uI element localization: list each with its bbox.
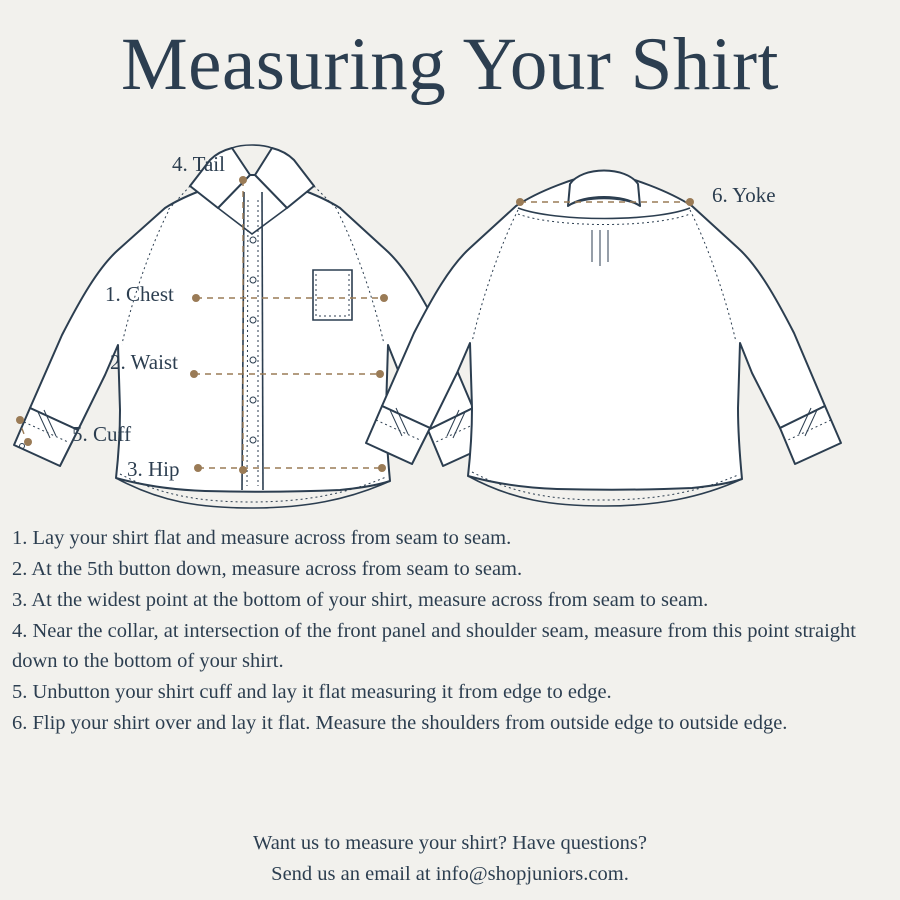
label-hip: 3. Hip	[127, 457, 180, 481]
label-chest: 1. Chest	[105, 282, 174, 306]
footer-line-1: Want us to measure your shirt? Have questions?	[252, 832, 647, 854]
instruction-item: 2. At the 5th button down, measure across from seam to seam.	[12, 557, 523, 580]
footer-line-2: Send us an email at info@shopjuniors.com.	[271, 862, 629, 885]
instruction-item: 1. Lay your shirt flat and measure across from seam to seam.	[12, 527, 512, 549]
instructions-list	[12, 524, 888, 739]
back-shirt	[366, 171, 841, 507]
shirt-diagram	[0, 130, 900, 515]
instruction-item: 6. Flip your shirt over and lay it flat. Measure the shoulders from outside edge to outside edge.	[12, 711, 788, 734]
label-yoke: 6. Yoke	[712, 183, 776, 207]
footer-contact	[0, 828, 900, 890]
label-waist: 2. Waist	[110, 350, 178, 374]
label-tail: 4. Tail	[172, 152, 225, 176]
instruction-item: 4. Near the collar, at intersection of the front panel and shoulder seam, measure from this point straight down to the bottom of your shirt.	[12, 619, 856, 672]
instruction-item: 5. Unbutton your shirt cuff and lay it flat measuring it from edge to edge.	[12, 680, 612, 703]
page-title: Measuring Your Shirt	[121, 23, 779, 106]
label-cuff: 5. Cuff	[72, 422, 132, 446]
instruction-item: 3. At the widest point at the bottom of your shirt, measure across from seam to seam.	[12, 588, 709, 611]
